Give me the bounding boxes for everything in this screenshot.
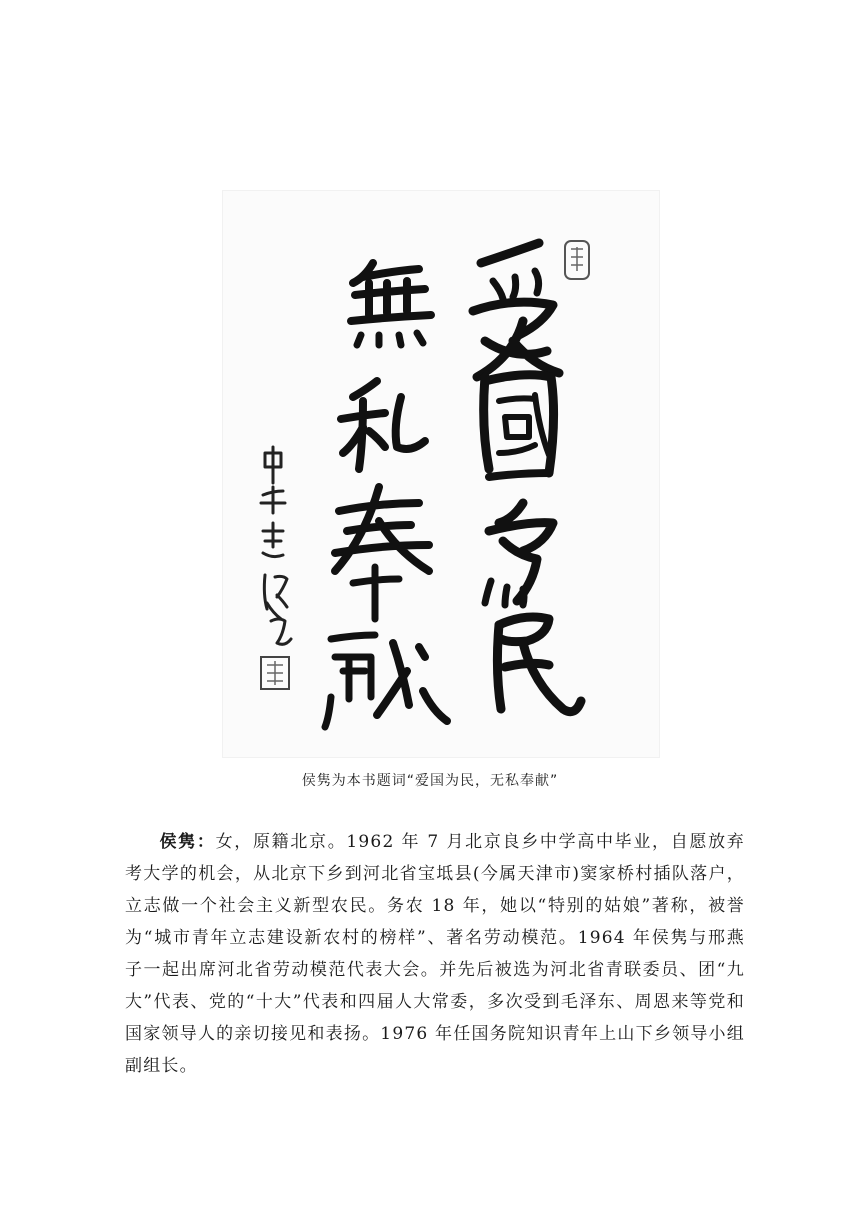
image-caption: 侯隽为本书题词“爱国为民，无私奉献” [301, 773, 559, 789]
calligraphy-column-right [473, 243, 581, 712]
calligraphy-column-middle [325, 263, 447, 727]
seal-top-icon [565, 241, 589, 279]
calligraphy-artwork [222, 190, 660, 758]
seal-bottom-icon [261, 657, 289, 689]
calligraphy-signature [261, 447, 291, 644]
biography-text: 女，原籍北京。1962 年 7 月北京良乡中学高中毕业，自愿放弃考大学的机会，从北京下乡到河北省宝坻县(今属天津市)窦家桥村插队落户，立志做一个社会主义新型农民。务农 18 年，她以“特别的姑娘”著称，被誉为“城市青年立志建设新农村的榜样”、著名劳动模范。1964 年侯隽与邢燕子一起出席河北省劳动模范代表大会。并先后被选为河北省青联委员、团“九大”代表、党的“十大”代表和四届人大常委，多次受到毛泽东、周恩来等党和国家领导人的亲切接见和表扬。1976 年任国务院知识青年上山下乡领导小组副组长。 [125, 832, 745, 1076]
calligraphy-image [223, 191, 659, 757]
biography-paragraph [125, 826, 745, 1082]
person-name: 侯隽 [159, 832, 197, 852]
name-separator: ： [196, 832, 216, 852]
